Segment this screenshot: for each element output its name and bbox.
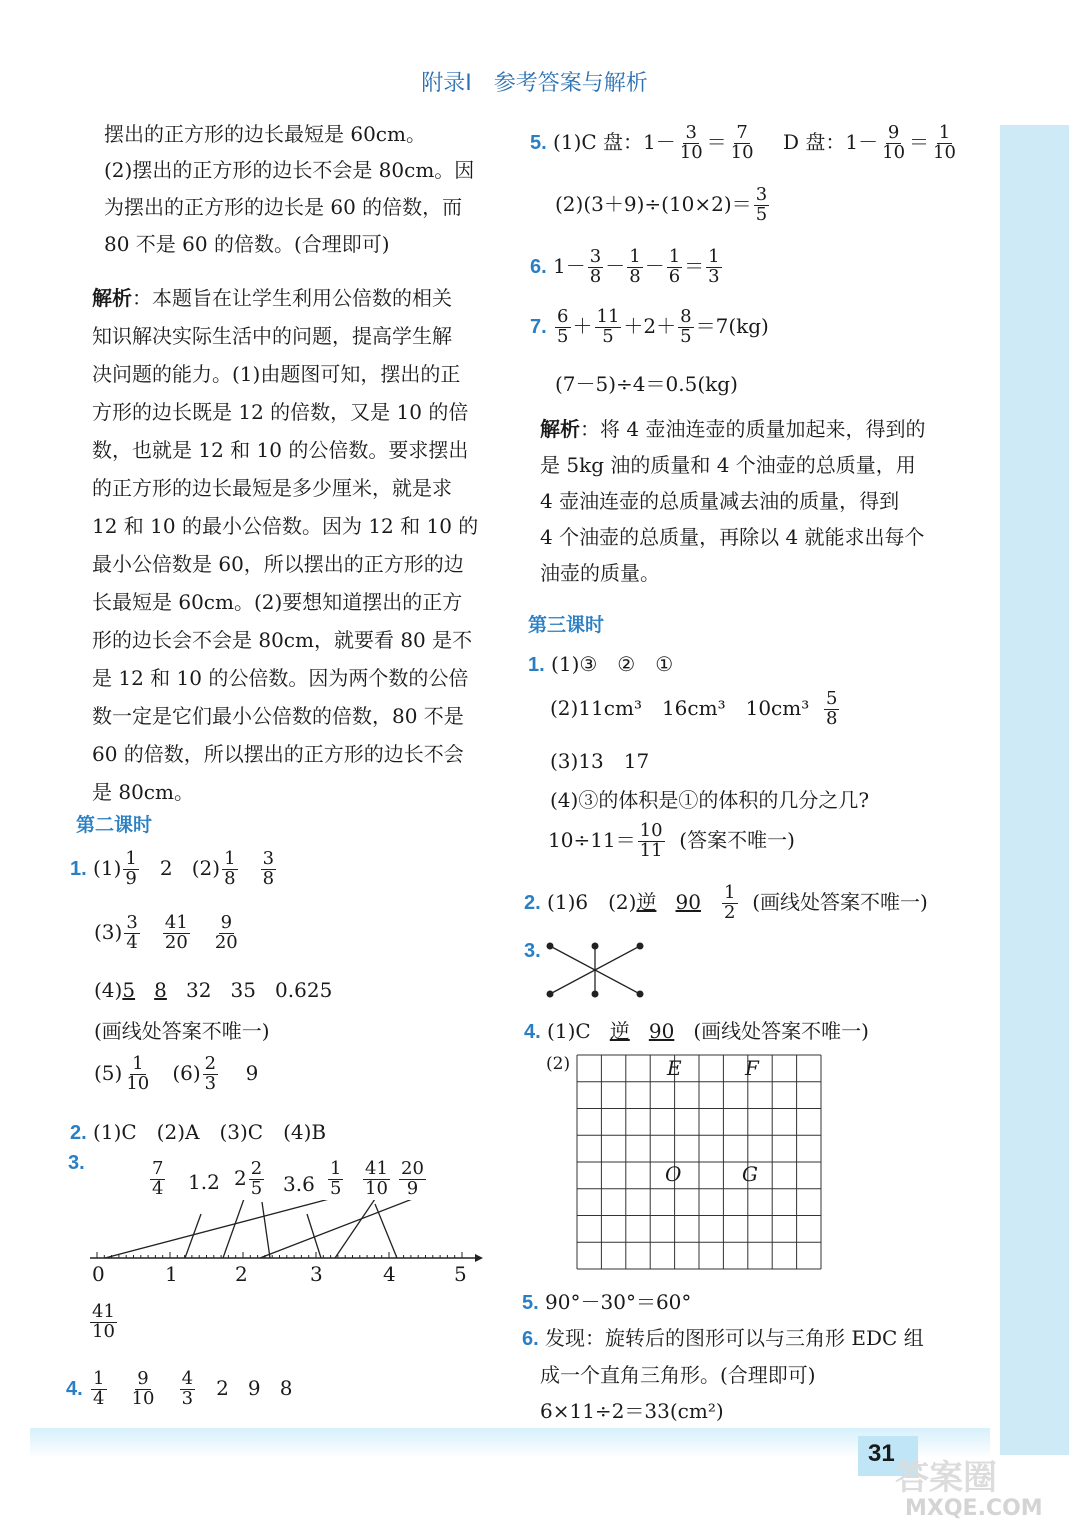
fraction: $\frac{9}{10}$ bbox=[131, 1368, 155, 1409]
text-line: 摆出的正方形的边长最短是 60cm。 bbox=[104, 122, 426, 146]
question-number: 2. bbox=[70, 1122, 87, 1144]
text: (4) bbox=[94, 978, 123, 1002]
text-line: ：本题旨在让学生利用公倍数的相关 bbox=[132, 286, 452, 310]
r1-row5: 10÷11＝ $\frac{10}{11}$ (答案不唯一) bbox=[548, 820, 795, 861]
fraction: $\frac{2}{3}$ bbox=[204, 1053, 217, 1094]
question-number: 7. bbox=[530, 315, 547, 338]
text: (6) bbox=[172, 1060, 201, 1085]
text-line: 4 壶油连壶的总质量减去油的质量，得到 bbox=[540, 489, 900, 513]
r-q5-row1: 5. (1)C 盘：1－ $\frac{3}{10}$ ＝ $\frac{7}{10}$ D 盘：1－ $\frac{9}{10}$ ＝ $\frac{1}{10}$ bbox=[530, 122, 956, 163]
left-analysis bbox=[92, 279, 478, 811]
grid bbox=[576, 1054, 822, 1270]
r-q7-row1: 7. $\frac{6}{5}$ ＋ $\frac{11}{5}$ ＋2＋ $\frac{8}{5}$ ＝7(kg) bbox=[530, 306, 769, 347]
connector-41-10-a bbox=[335, 1200, 377, 1258]
q2-row bbox=[70, 1116, 326, 1145]
text-line: 数，也就是 12 和 10 的公倍数。要求摆出 bbox=[92, 438, 469, 462]
text-line: 最小公倍数是 60，所以摆出的正方形的边 bbox=[92, 552, 464, 576]
q1-row3 bbox=[94, 978, 332, 1002]
ticks bbox=[97, 1252, 462, 1258]
section-title-2: 第二课时 bbox=[76, 815, 153, 836]
connector-3-6 bbox=[307, 1214, 321, 1258]
number-line bbox=[85, 1200, 485, 1290]
q1-row2 bbox=[94, 914, 242, 953]
text: (2) bbox=[191, 855, 221, 880]
r1-row3: (3)13 17 bbox=[550, 749, 650, 773]
right-analysis bbox=[540, 411, 925, 591]
r2-row: 2. (1)6 (2)逆 90 $\frac{1}{2}$ (画线处答案不唯一) bbox=[524, 882, 928, 923]
fraction: $\frac{1}{8}$ bbox=[224, 848, 236, 889]
text-line: 4 个油壶的总质量，再除以 4 就能求出每个 bbox=[540, 525, 925, 549]
r1-row1: 1. (1)③ ② ① bbox=[528, 652, 674, 676]
question-number: 4. bbox=[524, 1021, 541, 1043]
label-1-2: 1.2 bbox=[188, 1170, 220, 1194]
label-1-5: $\frac{1}{5}$ bbox=[330, 1158, 342, 1199]
text-line: 6×11÷2＝33(cm²) bbox=[540, 1399, 724, 1423]
text: 0.625 bbox=[275, 978, 333, 1002]
fraction: $\frac{1}{9}$ bbox=[125, 848, 137, 889]
question-number: 6. bbox=[530, 255, 547, 278]
r1-row4: (4)③的体积是①的体积的几分之几? bbox=[550, 788, 870, 812]
text: 35 bbox=[230, 978, 256, 1002]
page-number: 31 bbox=[868, 1440, 895, 1467]
connector-7-4 bbox=[223, 1200, 245, 1258]
text-line: 长最短是 60cm。(2)要想知道摆出的正方 bbox=[92, 590, 463, 614]
extra-fraction: $\frac{41}{10}$ bbox=[92, 1301, 115, 1342]
fraction: $\frac{41}{20}$ bbox=[164, 912, 188, 953]
question-number: 1. bbox=[528, 654, 545, 676]
r1-row2: (2)11cm³ 16cm³ 10cm³ $\frac{5}{8}$ bbox=[550, 688, 838, 729]
fraction: $\frac{3}{8}$ bbox=[262, 848, 275, 889]
question-number: 4. bbox=[66, 1377, 83, 1400]
fraction: $\frac{3}{4}$ bbox=[126, 912, 138, 953]
q1-row4 bbox=[94, 1055, 258, 1094]
connector-2-2-5 bbox=[262, 1202, 270, 1258]
text-line: 是 5kg 油的质量和 4 个油壶的总质量，用 bbox=[540, 453, 916, 477]
watermark-logo: 答案圈 bbox=[895, 1458, 997, 1498]
label-7-4: $\frac{7}{4}$ bbox=[152, 1158, 164, 1199]
label-41-10: $\frac{41}{10}$ bbox=[365, 1158, 388, 1199]
underlined-value: 8 bbox=[154, 978, 167, 1002]
question-number: 5. bbox=[530, 131, 547, 154]
text-line: 是 80cm。 bbox=[92, 780, 194, 804]
text: 32 bbox=[185, 978, 212, 1002]
text-line: 油壶的质量。 bbox=[540, 561, 660, 585]
text-line: 成一个直角三角形。(合理即可) bbox=[540, 1363, 816, 1387]
text-line: 知识解决实际生活中的问题，提高学生解 bbox=[92, 324, 452, 348]
tick-label: 0 bbox=[92, 1262, 105, 1286]
point-F: F bbox=[745, 1056, 759, 1080]
text-line: 为摆出的正方形的边长是 60 的倍数，而 bbox=[104, 195, 463, 219]
text: 8 bbox=[279, 1375, 293, 1400]
page-header: 附录Ⅰ 参考答案与解析 bbox=[421, 71, 648, 96]
matching-diagram bbox=[540, 936, 650, 1006]
label-2-2-5: 2 $\frac{2}{5}$ bbox=[234, 1158, 263, 1199]
text-line: 决问题的能力。(1)由题图可知，摆出的正 bbox=[92, 362, 461, 386]
q1-row1 bbox=[70, 850, 278, 889]
underlined-value: 5 bbox=[122, 978, 136, 1002]
tick-label: 1 bbox=[165, 1262, 178, 1286]
text-line: ：将 4 壶油连壶的质量加起来，得到的 bbox=[580, 417, 926, 441]
question-number: 2. bbox=[524, 891, 541, 914]
text-line: 12 和 10 的最小公倍数。因为 12 和 10 的 bbox=[92, 514, 479, 538]
text: (5) bbox=[94, 1060, 123, 1085]
r-q6-row: 6. 1－ $\frac{3}{8}$ － $\frac{1}{8}$ － $\frac{1}{6}$ ＝ $\frac{1}{3}$ bbox=[530, 246, 720, 287]
r6-block bbox=[522, 1320, 924, 1429]
question-number: 6. bbox=[522, 1328, 539, 1350]
tick-label: 3 bbox=[310, 1262, 323, 1286]
axis-arrow bbox=[475, 1254, 483, 1262]
q4-row bbox=[66, 1370, 292, 1409]
question-number: 5. bbox=[522, 1292, 539, 1314]
page-edge-bar bbox=[1000, 125, 1069, 1455]
label-20-9: $\frac{20}{9}$ bbox=[401, 1158, 424, 1199]
bottom-band bbox=[30, 1428, 990, 1458]
tick-label: 4 bbox=[383, 1262, 396, 1286]
intro-answer bbox=[104, 116, 426, 153]
r-q5-row2: (2)(3＋9)÷(10×2)＝ $\frac{3}{5}$ bbox=[555, 184, 768, 225]
label-3-6: 3.6 bbox=[283, 1172, 315, 1196]
intro-answer-cont bbox=[104, 152, 474, 263]
question-number: 1. bbox=[70, 857, 87, 880]
point-O: O bbox=[665, 1162, 682, 1186]
text: 2 bbox=[216, 1375, 229, 1400]
text: 9 bbox=[245, 1060, 259, 1085]
text-line: 数一定是它们最小公倍数的倍数，80 不是 bbox=[92, 704, 464, 728]
text-line: 方形的边长既是 12 的倍数，又是 10 的倍 bbox=[92, 400, 469, 424]
watermark-url: MXQE.COM bbox=[905, 1496, 1043, 1521]
text-line: 是 12 和 10 的公倍数。因为两个数的公倍 bbox=[92, 666, 469, 690]
fraction: $\frac{1}{4}$ bbox=[93, 1368, 105, 1409]
point-E: E bbox=[667, 1056, 682, 1080]
point-G: G bbox=[742, 1162, 758, 1186]
tick-label: 2 bbox=[235, 1262, 248, 1286]
fraction: $\frac{4}{3}$ bbox=[181, 1368, 194, 1409]
question-number: 3. bbox=[524, 940, 541, 962]
text-line: (2)摆出的正方形的边长不会是 80cm。因 bbox=[104, 158, 475, 182]
fraction: $\frac{1}{10}$ bbox=[126, 1053, 150, 1094]
section-title-3: 第三课时 bbox=[528, 615, 605, 636]
connector-20-9 bbox=[260, 1200, 415, 1258]
text-line: 80 不是 60 的倍数。(合理即可) bbox=[104, 232, 390, 256]
text: (3) bbox=[94, 919, 123, 944]
text-line: 形的边长会不会是 80cm，就要看 80 是不 bbox=[92, 628, 473, 652]
r4-part2: (2) bbox=[546, 1054, 571, 1074]
text: 2 bbox=[159, 855, 173, 880]
r4-row: 4. (1)C 逆 90 (画线处答案不唯一) bbox=[524, 1019, 869, 1043]
fraction: $\frac{9}{20}$ bbox=[214, 912, 238, 953]
text: (1) bbox=[93, 855, 122, 880]
text-line: 60 的倍数，所以摆出的正方形的边长不会 bbox=[92, 742, 464, 766]
text-line: 的正方形的边长最短是多少厘米，就是求 bbox=[92, 476, 452, 500]
r-q7-row2: (7－5)÷4＝0.5(kg) bbox=[555, 372, 738, 396]
connector-1-5 bbox=[105, 1200, 333, 1258]
q1-note: (画线处答案不唯一) bbox=[94, 1019, 270, 1043]
analysis-label: 解析 bbox=[540, 417, 580, 441]
analysis-label: 解析 bbox=[92, 286, 132, 310]
text: 9 bbox=[247, 1375, 261, 1400]
text: (1)C (2)A (3)C (4)B bbox=[93, 1120, 327, 1144]
tick-label: 5 bbox=[454, 1262, 467, 1286]
question-number: 3. bbox=[68, 1152, 85, 1174]
text-line: 发现：旋转后的图形可以与三角形 EDC 组 bbox=[545, 1326, 924, 1350]
r5-row: 5. 90°－30°＝60° bbox=[522, 1290, 692, 1314]
